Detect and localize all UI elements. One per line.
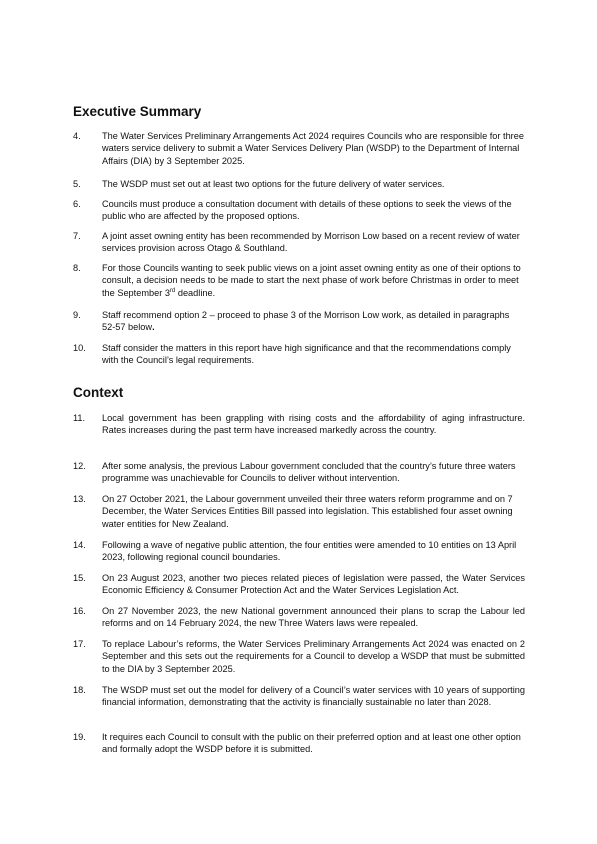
paragraph-text: The Water Services Preliminary Arrangements Act 2024 requires Councils who are responsible for three waters service delivery to submit a Water Services Delivery Plan (WSDP) to the Department of Internal Affairs (DIA) by 3 September 2025. <box>102 131 524 166</box>
paragraph-text: On 27 November 2023, the new National government announced their plans to scrap the Labour led reforms and on 14 February 2024, the new Three Waters laws were repealed. <box>102 606 525 629</box>
paragraph-text-part: Staff recommend option 2 – proceed to phase 3 of the Morrison Low work, as detailed in paragraphs 52-57 below <box>102 310 510 333</box>
paragraph-number: 9. <box>73 310 81 320</box>
paragraph-text: On 23 August 2023, another two pieces related pieces of legislation were passed, the Water Services Economic Efficiency & Consumer Protection Act and the Water Services Legislation Act. <box>102 573 525 596</box>
paragraph-8 <box>73 262 525 299</box>
paragraph-15 <box>73 572 525 597</box>
paragraph-18 <box>73 684 525 709</box>
paragraph-17 <box>73 638 525 675</box>
paragraph-19 <box>73 731 525 756</box>
paragraph-13 <box>73 493 525 530</box>
executive-summary-heading: Executive Summary <box>73 104 202 119</box>
paragraph-11 <box>73 412 525 437</box>
paragraph-text: It requires each Council to consult with the public on their preferred option and at least one other option and formally adopt the WSDP before it is submitted. <box>102 732 521 755</box>
paragraph-12 <box>73 460 525 485</box>
paragraph-14 <box>73 539 525 564</box>
paragraph-6 <box>73 198 525 223</box>
paragraph-text: Local government has been grappling with rising costs and the affordability of aging infrastructure. Rates increases during the past term have increased markedly across the country. <box>102 413 525 436</box>
paragraph-text: A joint asset owning entity has been recommended by Morrison Low based on a recent review of water services provision across Otago & Southland. <box>102 231 520 254</box>
paragraph-number: 15. <box>73 573 86 583</box>
context-heading: Context <box>73 385 124 400</box>
paragraph-number: 13. <box>73 494 86 504</box>
paragraph-5 <box>73 178 525 190</box>
paragraph-number: 10. <box>73 343 86 353</box>
paragraph-number: 19. <box>73 732 86 742</box>
paragraph-7 <box>73 230 525 255</box>
paragraph-4 <box>73 130 525 167</box>
paragraph-number: 4. <box>73 131 81 141</box>
paragraph-text: After some analysis, the previous Labour government concluded that the country’s future three waters programme was unachievable for Councils to deliver without intervention. <box>102 461 516 484</box>
paragraph-text: To replace Labour’s reforms, the Water Services Preliminary Arrangements Act 2024 was enacted on 2 September and this sets out the requirements for a Council to develop a WSDP that must be submitted to the DIA by 3 September 2025. <box>102 639 525 674</box>
paragraph-10 <box>73 342 525 367</box>
paragraph-text <box>102 309 525 334</box>
paragraph-number: 16. <box>73 606 86 616</box>
paragraph-text: Councils must produce a consultation document with details of these options to seek the views of the public who are affected by the proposed options. <box>102 199 512 222</box>
paragraph-text: On 27 October 2021, the Labour government unveiled their three waters reform programme and on 7 December, the Water Services Entities Bill passed into legislation. This established four asset owning water entities for New Zealand. <box>102 494 513 529</box>
paragraph-number: 14. <box>73 540 86 550</box>
paragraph-number: 5. <box>73 179 81 189</box>
paragraph-number: 18. <box>73 685 86 695</box>
paragraph-9 <box>73 309 525 334</box>
paragraph-number: 8. <box>73 263 81 273</box>
paragraph-text <box>102 262 525 299</box>
paragraph-text: The WSDP must set out the model for delivery of a Council’s water services with 10 years of supporting financial information, demonstrating that the activity is financially sustainable no later than 2028. <box>102 685 525 708</box>
paragraph-number: 12. <box>73 461 86 471</box>
paragraph-number: 7. <box>73 231 81 241</box>
paragraph-number: 11. <box>73 413 86 423</box>
paragraph-text: Staff consider the matters in this report have high significance and that the recommendations comply with the Council’s legal requirements. <box>102 343 511 366</box>
paragraph-text: The WSDP must set out at least two options for the future delivery of water services. <box>102 179 445 189</box>
paragraph-number: 6. <box>73 199 81 209</box>
paragraph-text: Following a wave of negative public attention, the four entities were amended to 10 entities on 13 April 2023, following regional council boundaries. <box>102 540 517 563</box>
paragraph-16 <box>73 605 525 630</box>
paragraph-text-part: . <box>152 322 155 333</box>
paragraph-text-part: deadline. <box>175 287 216 298</box>
paragraph-text-part: For those Councils wanting to seek public views on a joint asset owning entity as one of their options to consult, a decision needs to be made to start the next phase of work before Christmas in order to meet the September 3 <box>102 263 521 298</box>
ordinal-suffix: rd <box>169 287 176 294</box>
paragraph-number: 17. <box>73 639 86 649</box>
